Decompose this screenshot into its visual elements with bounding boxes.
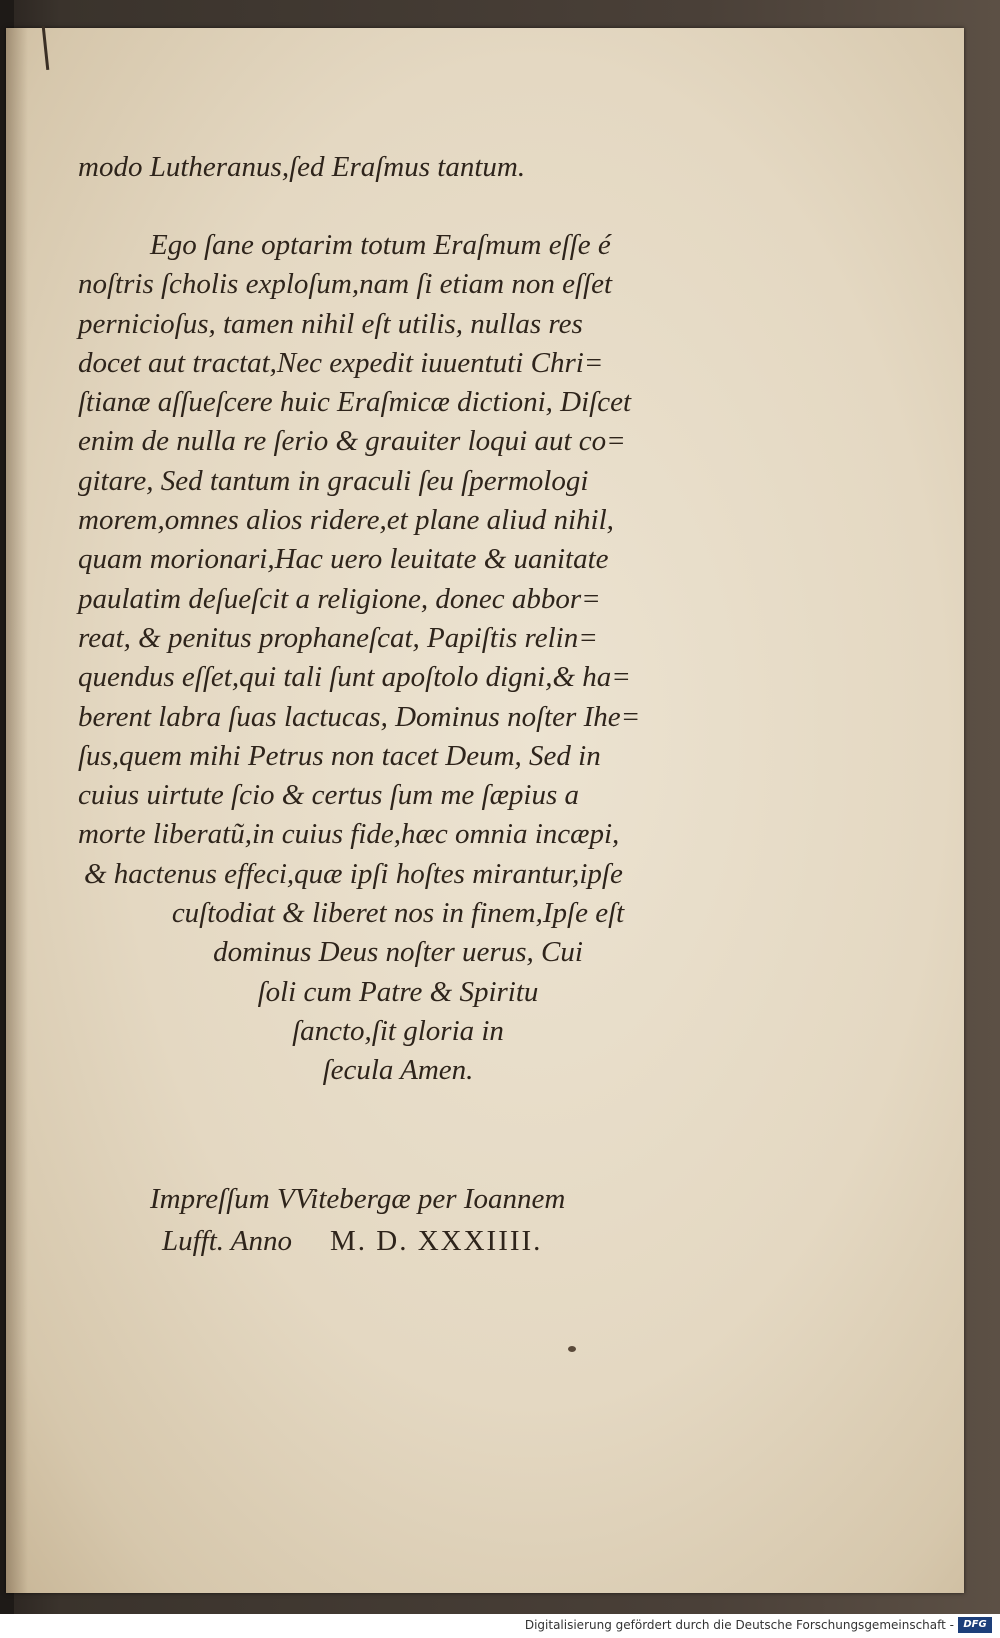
funding-credit: Digitalisierung gefördert durch die Deutsche Forschungsgemeinschaft - (524, 1618, 954, 1632)
text-line: quam morionari,Hac uero leuitate & uanitate (78, 543, 609, 576)
carryover-line (78, 148, 718, 187)
text-line: enim de nulla re ſerio & grauiter loqui aut co= (78, 425, 626, 458)
tapered-conclusion (78, 894, 718, 1090)
printer-name: Lufft. Anno (162, 1225, 292, 1257)
text-line: ſus,quem mihi Petrus non tacet Deum, Sed in (78, 739, 601, 772)
text-line: berent labra ſuas lactucas, Dominus noſter Ihe= (78, 700, 641, 733)
imprint-year: M. D. XXXIIII. (330, 1225, 543, 1257)
text-line: paulatim deſueſcit a religione, donec abbor= (78, 582, 601, 615)
text-line: modo Lutheranus,ſed Eraſmus tantum. (78, 151, 526, 183)
text-line: reat, & penitus prophaneſcat, Papiſtis relin= (78, 621, 598, 654)
digitization-footer (0, 1614, 1000, 1638)
text-line: ſtianæ aſſueſcere huic Eraſmicæ dictioni, Diſcet (78, 386, 632, 419)
text-line: docet aut tractat,Nec expedit iuuentuti Chri= (78, 346, 604, 379)
colophon-line: Impreſſum VVitebergæ per Ioannem (150, 1183, 566, 1215)
text-line: ſancto,ſit gloria in (292, 1014, 504, 1047)
text-line: ſecula Amen. (322, 1054, 474, 1087)
paper-speck (568, 1346, 576, 1352)
text-line: cuius uirtute ſcio & certus ſum me ſæpius a (78, 779, 580, 812)
text-line: gitare, Sed tantum in graculi ſeu ſpermologi (78, 464, 589, 497)
text-line: morem,omnes alios ridere,et plane aliud nihil, (78, 504, 614, 537)
text-line: cuſtodiat & liberet nos in finem,Ipſe eſt (171, 897, 625, 930)
colophon-line (150, 1220, 650, 1262)
dfg-logo: DFG (958, 1617, 992, 1633)
page-gutter-shadow (6, 28, 28, 1593)
text-line: dominus Deus noſter uerus, Cui (213, 936, 583, 969)
text-line: quendus eſſet,qui tali ſunt apoſtolo digni,& ha= (78, 661, 631, 694)
text-line: pernicioſus, tamen nihil eſt utilis, nullas res (78, 307, 583, 340)
colophon (150, 1178, 650, 1262)
text-line: & hactenus effeci,quæ ipſi hoſtes mirantur,ipſe (84, 857, 623, 890)
text-line: Ego ſane optarim totum Eraſmum eſſe é (150, 229, 611, 261)
text-line: ſoli cum Patre & Spiritu (257, 975, 539, 1008)
body-paragraph (78, 226, 718, 1091)
text-line: morte liberatũ,in cuius fide,hæc omnia incæpi, (78, 818, 620, 851)
text-line: noſtris ſcholis exploſum,nam ſi etiam non eſſet (78, 268, 613, 301)
